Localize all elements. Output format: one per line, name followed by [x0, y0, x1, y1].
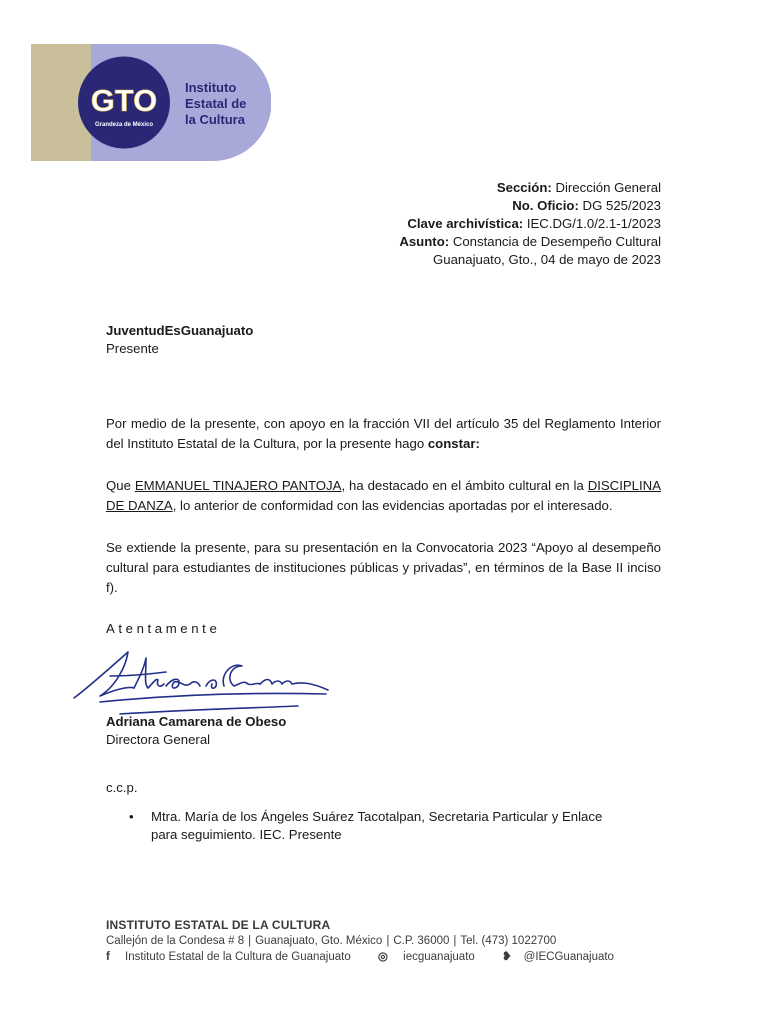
- clave-value: IEC.DG/1.0/2.1-1/2023: [526, 216, 661, 231]
- seccion-value: Dirección General: [555, 180, 661, 195]
- recipient-block: [106, 322, 253, 358]
- p1-bold: constar:: [427, 436, 480, 451]
- honoree-name: EMMANUEL TINAJERO PANTOJA,: [134, 478, 346, 493]
- signer-title: Directora General: [106, 732, 211, 747]
- footer-address: [106, 933, 638, 949]
- logo-tagline: Grandeza de México: [94, 122, 154, 128]
- facebook-label: Instituto Estatal de la Cultura de Guanajuato: [125, 951, 351, 963]
- p2-part-c: , lo anterior de conformidad con las evidencias aportadas por el interesado.: [172, 498, 613, 513]
- footer-separator: |: [248, 935, 252, 947]
- twitter-icon: ❥: [502, 951, 512, 963]
- ccp-label: c.c.p.: [106, 780, 138, 795]
- signer-name: Adriana Camarena de Obeso: [106, 714, 287, 729]
- footer-address-city: Guanajuato, Gto. México: [255, 935, 383, 947]
- seccion-label: Sección:: [496, 180, 552, 195]
- ccp-list: [106, 808, 626, 844]
- clave-line: [399, 215, 661, 233]
- place-date: Guanajuato, Gto., 04 de mayo de 2023: [432, 252, 661, 267]
- footer: [106, 917, 638, 965]
- logo-name-line-3: la Cultura: [185, 112, 245, 127]
- recipient-name: JuventudEsGuanajuato: [106, 323, 254, 338]
- recipient-greeting: Presente: [106, 341, 159, 356]
- footer-separator: |: [386, 935, 390, 947]
- asunto-value: Constancia de Desempeño Cultural: [452, 234, 661, 249]
- body-paragraph-1: [106, 414, 661, 454]
- footer-social: [106, 949, 638, 965]
- body-paragraph-3: Se extiende la presente, para su presentación en la Convocatoria 2023 “Apoyo al desempeño cultural para estudiantes de instituciones públicas y privadas”, en términos de la Base II inciso f).: [106, 540, 661, 595]
- ccp-item-text: Mtra. María de los Ángeles Suárez Tacotalpan, Secretaria Particular y Enlace para seguimiento. IEC. Presente: [151, 809, 603, 842]
- clave-label: Clave archivística:: [407, 216, 524, 231]
- facebook-icon: f: [106, 951, 110, 963]
- logo-mark-text: GTO: [90, 83, 158, 118]
- instagram-icon: ◎: [377, 951, 388, 963]
- asunto-label: Asunto:: [399, 234, 450, 249]
- footer-twitter[interactable]: [502, 951, 626, 963]
- closing: Atentamente: [106, 621, 221, 636]
- p2-part-b: ha destacado en el ámbito cultural en la: [345, 478, 588, 493]
- oficio-line: [399, 197, 661, 215]
- institute-logo: [31, 44, 271, 161]
- footer-address-street: Callejón de la Condesa # 8: [106, 935, 245, 947]
- logo-name-line-2: Estatal de: [185, 96, 247, 111]
- handwritten-signature: [70, 646, 338, 718]
- footer-separator: |: [453, 935, 457, 947]
- asunto-line: [399, 233, 661, 251]
- footer-org: INSTITUTO ESTATAL DE LA CULTURA: [106, 918, 331, 932]
- twitter-label: @IECGuanajuato: [523, 951, 614, 963]
- body-paragraph-2: [106, 476, 661, 516]
- seccion-line: [399, 179, 661, 197]
- footer-instagram[interactable]: [378, 951, 487, 963]
- ccp-list-item: [106, 808, 626, 844]
- oficio-value: DG 525/2023: [582, 198, 661, 213]
- p2-part-a: Que: [106, 478, 135, 493]
- signer-block: [106, 713, 286, 749]
- discipline: DISCIPLINA DE DANZA: [106, 478, 661, 513]
- oficio-label: No. Oficio:: [512, 198, 579, 213]
- footer-facebook[interactable]: [106, 951, 363, 963]
- p1-text: Por medio de la presente, con apoyo en la fracción VII del artículo 35 del Reglamento Interior del Instituto Estatal de la Cultura, por la presente hago: [106, 416, 661, 451]
- bullet-icon: •: [129, 809, 134, 824]
- footer-address-zip: C.P. 36000: [393, 935, 450, 947]
- instagram-label: iecguanajuato: [403, 951, 475, 963]
- logo-name-line-1: Instituto: [185, 80, 237, 95]
- footer-address-phone: Tel. (473) 1022700: [460, 935, 557, 947]
- document-meta: [399, 179, 661, 269]
